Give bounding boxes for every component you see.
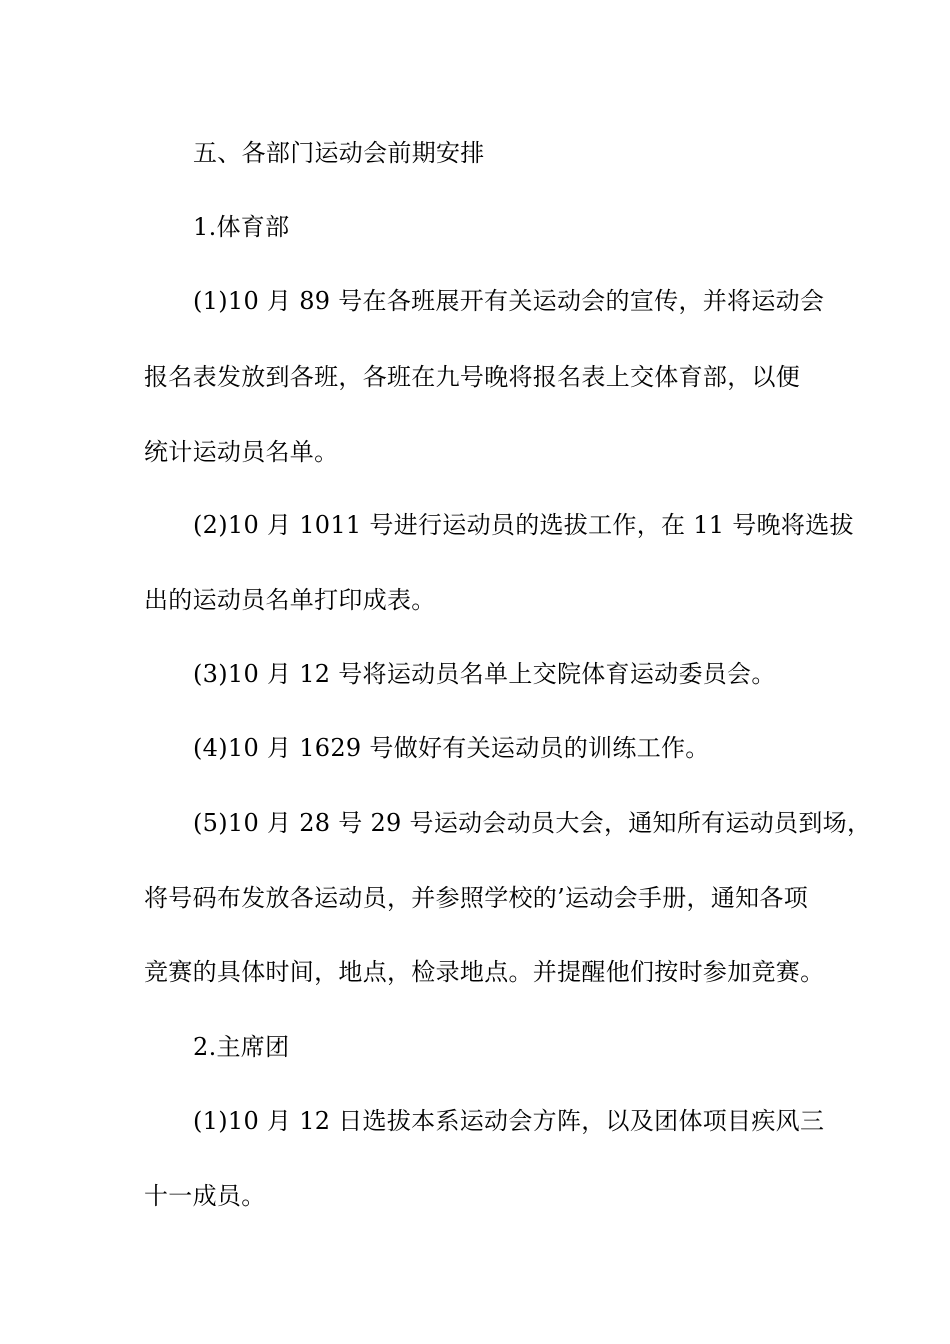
paragraph-3-line-1: (3)10 月 12 号将运动员名单上交院体育运动委员会。 [193, 660, 776, 688]
paragraph-1-line-1: (1)10 月 89 号在各班展开有关运动会的宣传，并将运动会 [193, 287, 825, 315]
subsection-heading-presidium: 2.主席团 [193, 1033, 290, 1061]
paragraph-1-line-2: 报名表发放到各班，各班在九号晚将报名表上交体育部，以便 [144, 363, 801, 391]
paragraph-5-line-2: 将号码布发放各运动员，并参照学校的’运动会手册，通知各项 [144, 884, 809, 912]
paragraph-2-line-2: 出的运动员名单打印成表。 [144, 586, 436, 614]
paragraph-6-line-1: (1)10 月 12 日选拔本系运动会方阵，以及团体项目疾风三 [193, 1107, 825, 1135]
paragraph-6-line-2: 十一成员。 [144, 1182, 266, 1210]
paragraph-5-line-3: 竞赛的具体时间，地点，检录地点。并提醒他们按时参加竞赛。 [144, 958, 825, 986]
subsection-heading-sports-dept: 1.体育部 [193, 213, 290, 241]
paragraph-1-line-3: 统计运动员名单。 [144, 438, 339, 466]
paragraph-5-line-1: (5)10 月 28 号 29 号运动会动员大会，通知所有运动员到场， [193, 809, 872, 837]
paragraph-4-line-1: (4)10 月 1629 号做好有关运动员的训练工作。 [193, 734, 710, 762]
paragraph-2-line-1: (2)10 月 1011 号进行运动员的选拔工作，在 11 号晚将选拔 [193, 511, 854, 539]
section-heading: 五、各部门运动会前期安排 [193, 139, 485, 167]
